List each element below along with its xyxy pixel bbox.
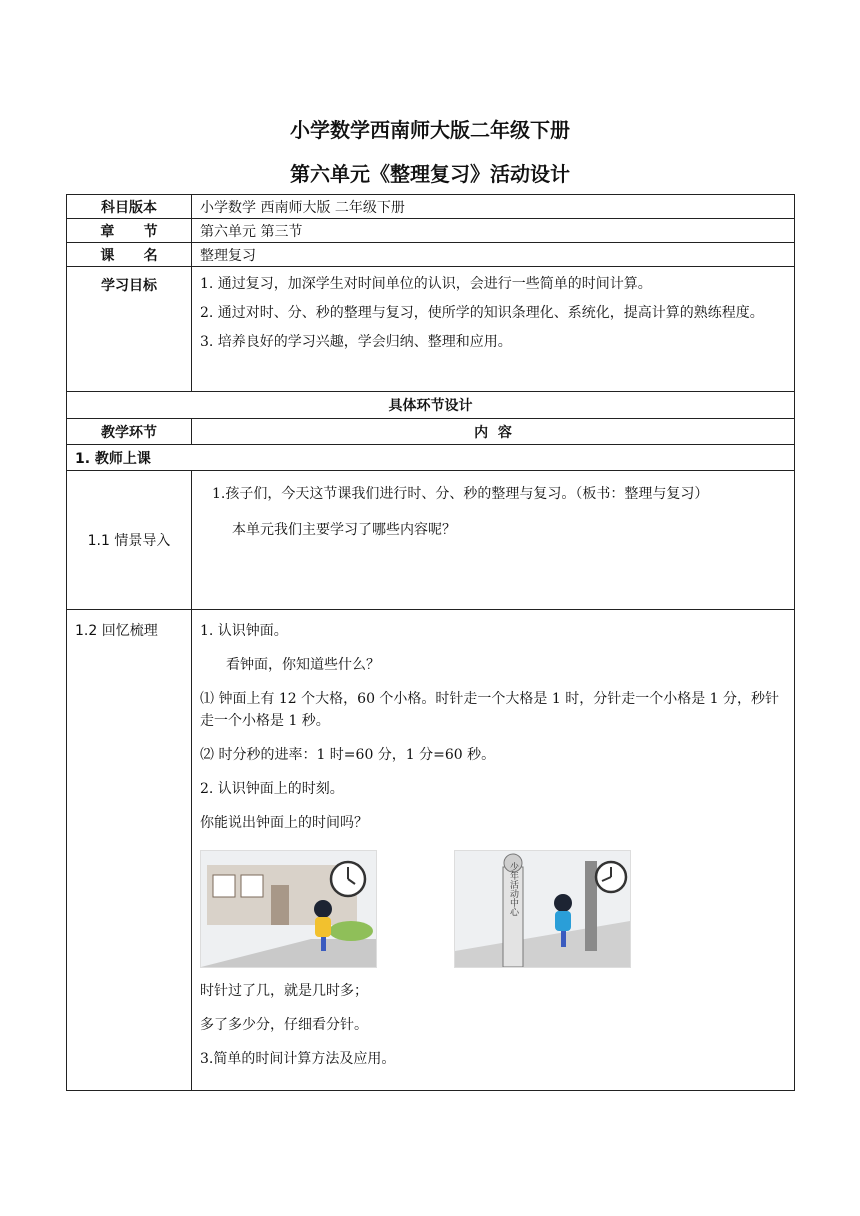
stage-label: 1.1 情景导入 (67, 471, 192, 610)
sign-text: 少年活动中心 (508, 862, 518, 916)
content-line: 看钟面，你知道些什么？ (226, 657, 380, 673)
subject-value: 小学数学 西南师大版 二年级下册 (192, 195, 795, 219)
goal-list (192, 267, 795, 392)
stage-content (192, 610, 795, 1091)
content-line: ⑴ 钟面上有 12 个大格，60 个小格。时针走一个大格是 1 时，分针走一个小格是 1 分，秒针走一个小格是 1 秒。 (200, 691, 780, 729)
content-line: ⑵ 时分秒的进率：1 时=60 分，1 分=60 秒。 (200, 747, 496, 763)
goal-item: 3. 培养良好的学习兴趣，学会归纳、整理和应用。 (200, 334, 512, 350)
part-heading: 1. 教师上课 (67, 445, 795, 471)
school-clock-illustration (200, 850, 377, 968)
content-line: 时针过了几，就是几时多； (200, 983, 368, 999)
goal-item: 2. 通过对时、分、秒的整理与复习，使所学的知识条理化、系统化，提高计算的熟练程度。 (200, 305, 764, 321)
content-line: 3.简单的时间计算方法及应用。 (200, 1051, 396, 1067)
lesson-value: 整理复习 (192, 243, 795, 267)
content-line: 2. 认识钟面上的时刻。 (200, 781, 344, 797)
document-subtitle: 第六单元《整理复习》活动设计 (290, 162, 570, 186)
document-title: 小学数学西南师大版二年级下册 (290, 118, 570, 142)
stage-label: 1.2 回忆梳理 (67, 610, 192, 1091)
content-column-header: 内 容 (192, 419, 795, 445)
content-paragraph: 1.孩子们，今天这节课我们进行时、分、秒的整理与复习。（板书：整理与复习） (212, 486, 709, 502)
lesson-table (66, 194, 795, 1091)
subject-label: 科目版本 (67, 195, 192, 219)
section-title: 具体环节设计 (67, 392, 795, 419)
content-paragraph: 本单元我们主要学习了哪些内容呢？ (232, 522, 456, 538)
content-line: 你能说出钟面上的时间吗？ (200, 815, 368, 831)
stage-column-header: 教学环节 (67, 419, 192, 445)
goal-item: 1. 通过复习，加深学生对时间单位的认识，会进行一些简单的时间计算。 (200, 276, 652, 292)
chapter-value: 第六单元 第三节 (192, 219, 795, 243)
clock-illustrations (200, 850, 786, 980)
stage-content (192, 471, 795, 610)
content-line: 多了多少分，仔细看分针。 (200, 1017, 368, 1033)
activity-center-clock-illustration (454, 850, 631, 968)
goal-label: 学习目标 (67, 267, 192, 392)
chapter-label: 章 节 (67, 219, 192, 243)
content-line: 1. 认识钟面。 (200, 623, 288, 639)
lesson-label: 课 名 (67, 243, 192, 267)
